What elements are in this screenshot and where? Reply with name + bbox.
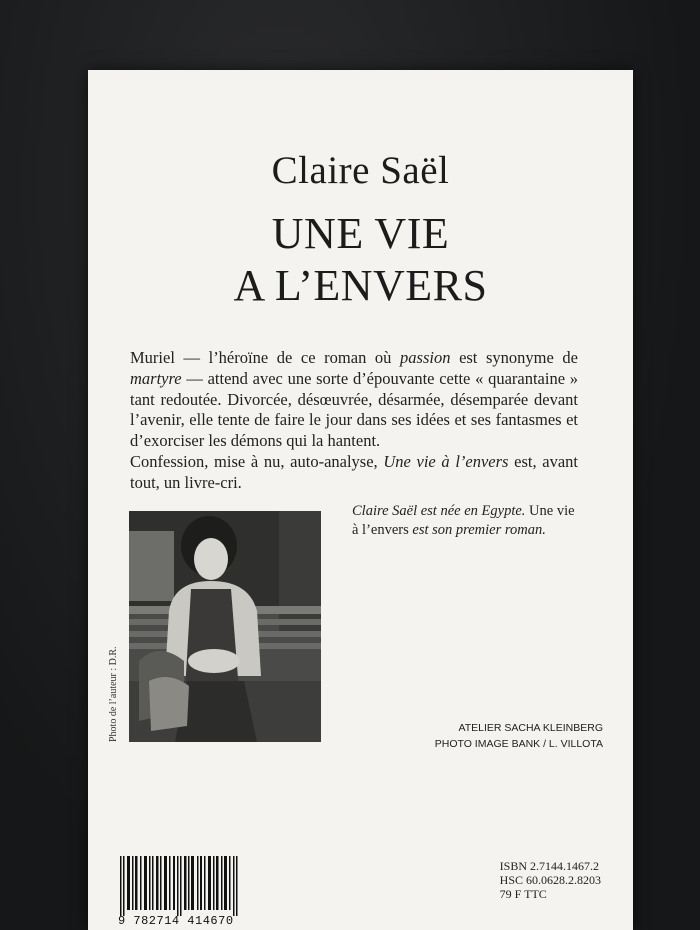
blurb-text-run: est, avant tout, un livre-cri. bbox=[130, 451, 578, 492]
blurb-italic-run: passion bbox=[400, 348, 451, 367]
barcode-digits: 9 782714 414670 bbox=[118, 914, 234, 928]
isbn-block bbox=[500, 859, 601, 901]
book-title bbox=[88, 208, 633, 312]
blurb-text-run: Confession, mise à nu, auto-analyse, bbox=[130, 451, 384, 471]
author-name: Claire Saël bbox=[271, 149, 450, 192]
title-line-1: UNE VIE bbox=[271, 209, 450, 258]
blurb-paragraph-2 bbox=[130, 452, 578, 494]
bio-italic-run: est son premier roman. bbox=[412, 522, 546, 538]
blurb-text-run: est synonyme de bbox=[450, 348, 578, 367]
blurb-italic-run: martyre bbox=[130, 368, 182, 388]
hsc-line: HSC 60.0628.2.8203 bbox=[499, 873, 601, 887]
price-line: 79 F TTC bbox=[499, 887, 547, 901]
blurb-italic-run: Une vie à l’envers bbox=[383, 451, 509, 471]
isbn-line: ISBN 2.7144.1467.2 bbox=[499, 859, 599, 873]
credit-line-1: ATELIER SACHA KLEINBERG bbox=[458, 722, 603, 734]
cover-credits bbox=[435, 720, 603, 752]
blurb-paragraph-1 bbox=[130, 348, 578, 452]
barcode bbox=[120, 856, 240, 916]
blurb-text-run: — attend avec une sorte d’épouvante cette « quarantaine » tant redoutée. Divorcée, désœuvrée, désarmée, désemparée devant l’avenir, elle tente de faire le jour dans ses idées et ses fantasmes et d’exorciser les démons qui la hantent. bbox=[130, 368, 578, 451]
credit-line-2: PHOTO IMAGE BANK / L. VILLOTA bbox=[434, 738, 603, 750]
book-back-cover bbox=[88, 70, 633, 930]
photo-credit-caption: Photo de l’auteur : D.R. bbox=[108, 646, 119, 742]
author-bio bbox=[352, 502, 578, 540]
blurb-text bbox=[130, 348, 578, 494]
bio-text-run: Une vie à l’envers bbox=[352, 503, 575, 538]
blurb-text-run: Muriel — l’héroïne de ce roman où bbox=[130, 348, 401, 367]
author-photo-image bbox=[129, 511, 321, 742]
title-line-2: A L’ENVERS bbox=[233, 261, 488, 310]
author-photo bbox=[129, 511, 321, 742]
bio-italic-run: Claire Saël est née en Egypte. bbox=[352, 503, 526, 519]
